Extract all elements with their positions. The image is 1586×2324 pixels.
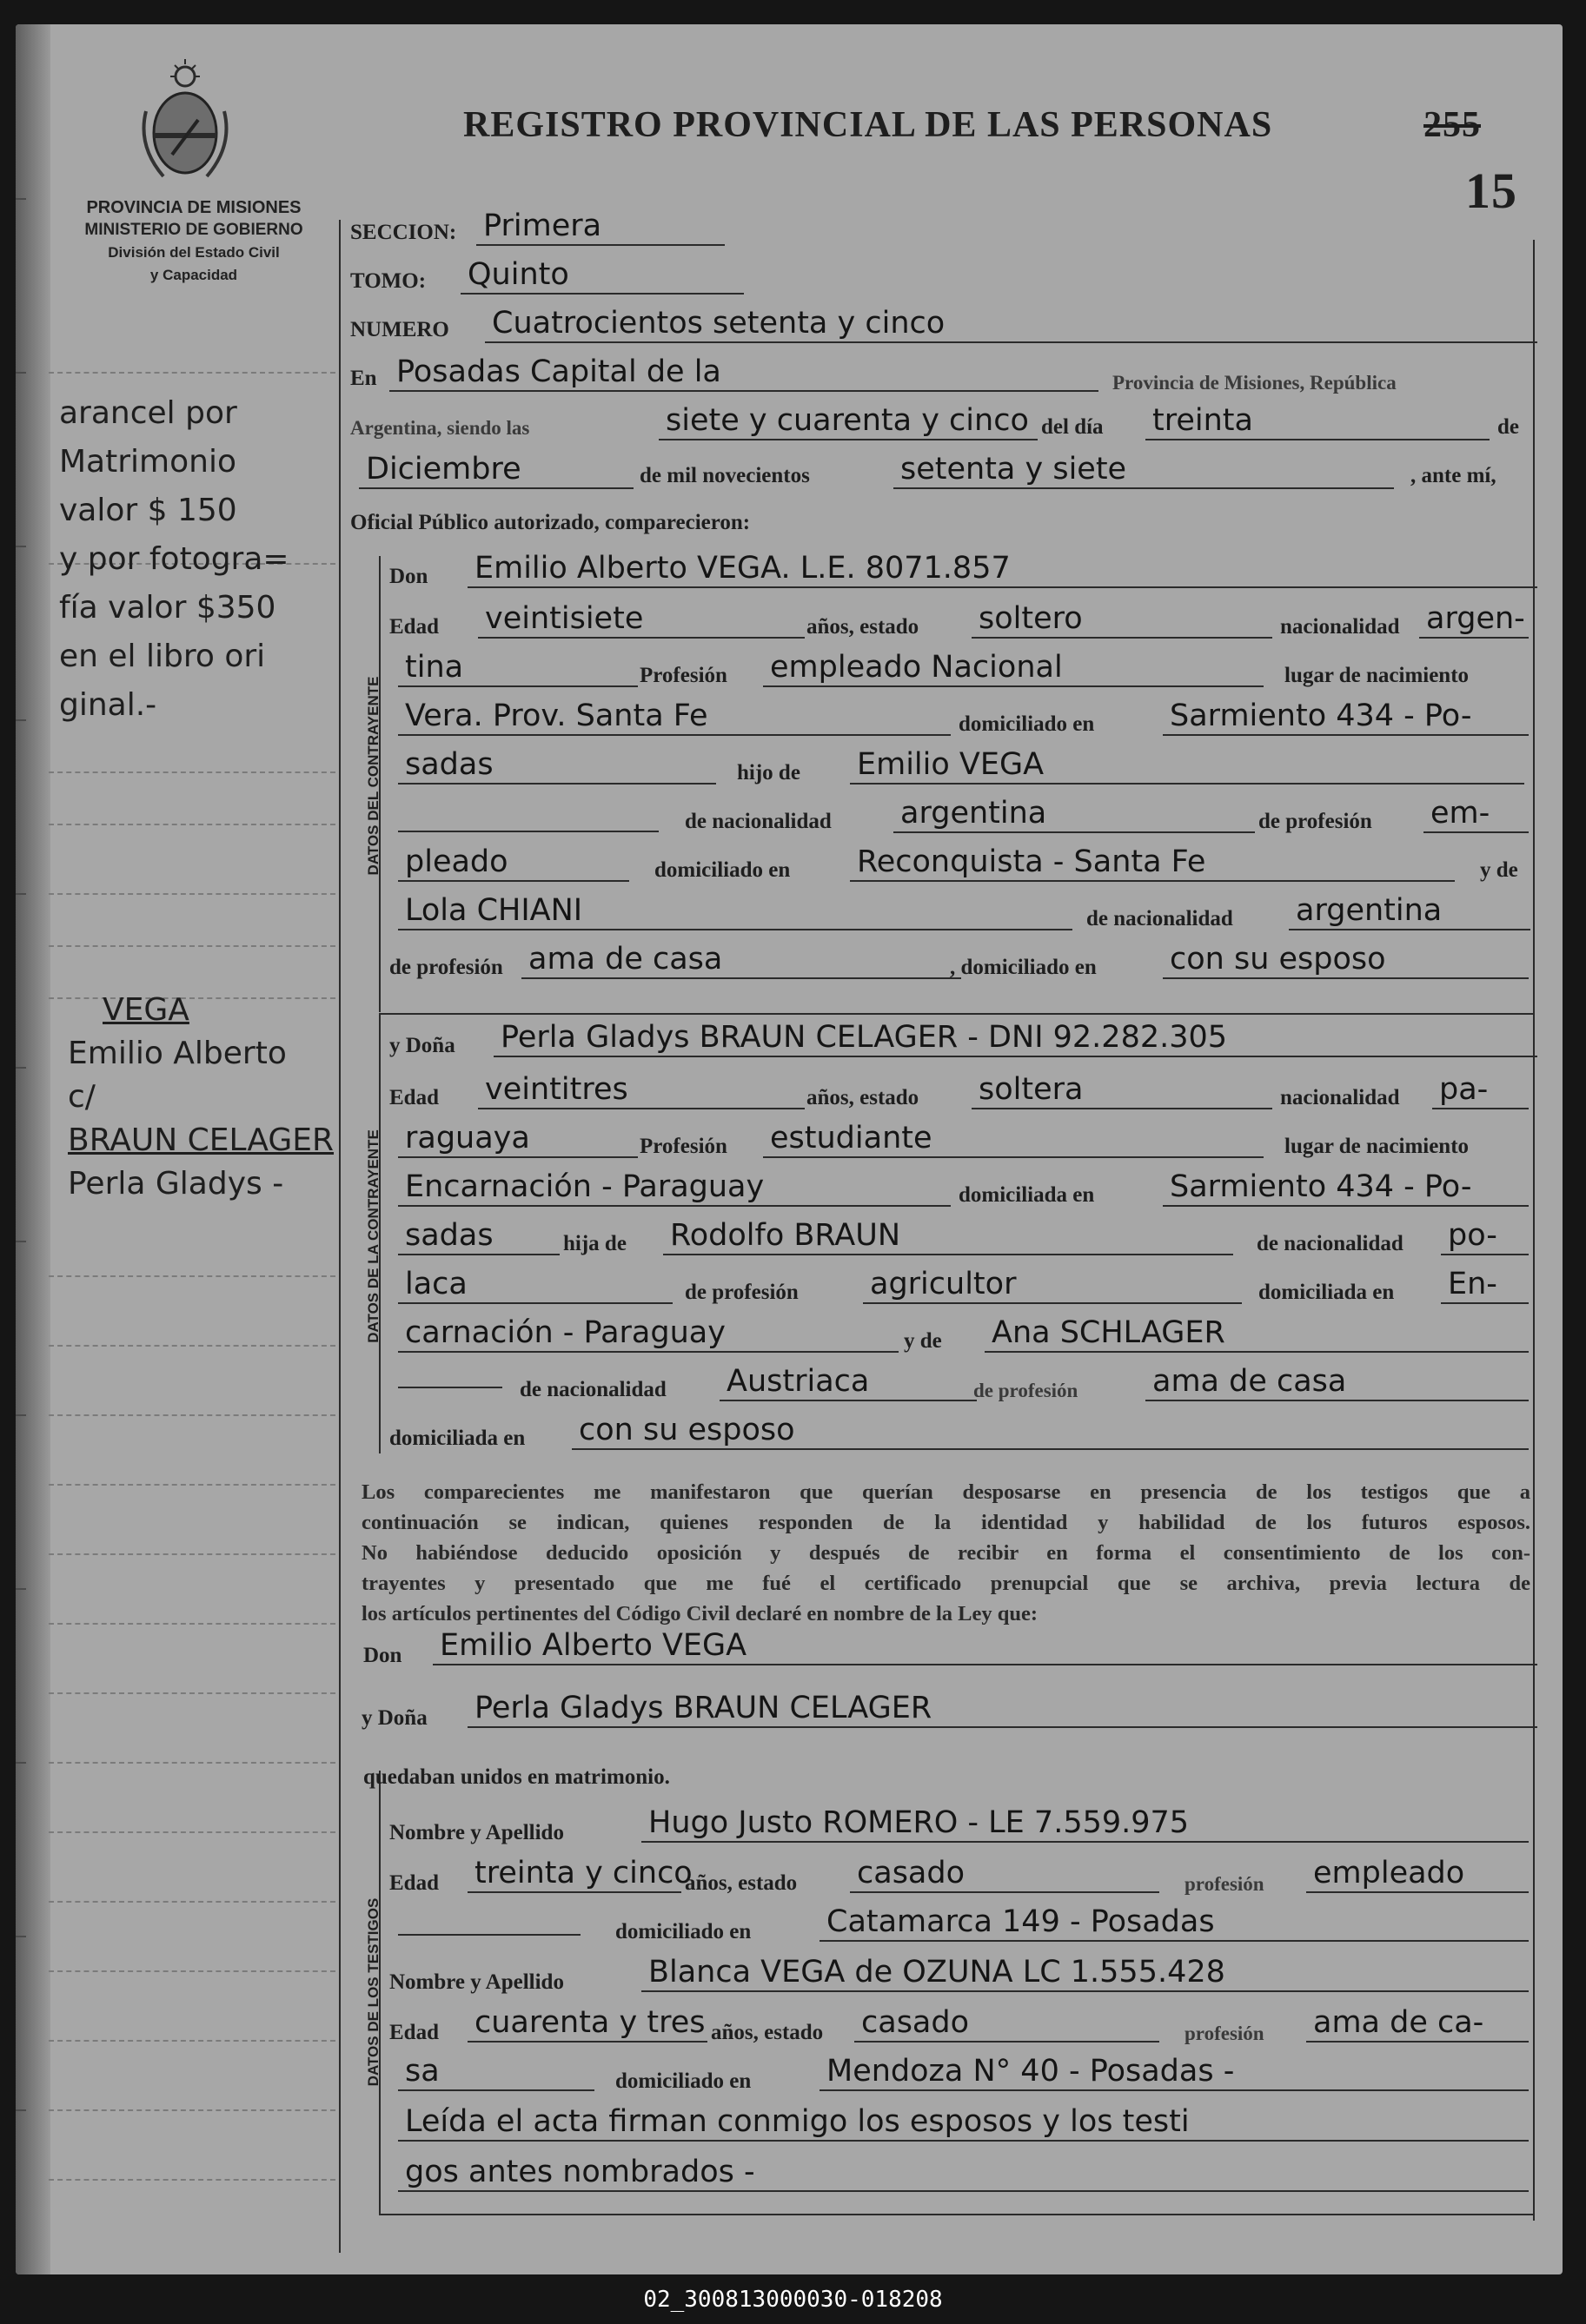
witness2-name: Blanca VEGA de OZUNA LC 1.555.428 (641, 1955, 1529, 1992)
edge-tick (16, 893, 26, 895)
bride-mother-nac-label: de nacionalidad (520, 1378, 667, 1401)
margin-rule (49, 1831, 335, 1833)
margin-rule (49, 2109, 335, 2111)
oficial-text: Oficial Público autorizado, comparecieron: (350, 511, 751, 534)
bride-domicilio-a: Sarmiento 434 - Po- (1163, 1169, 1529, 1207)
margin-rule (49, 893, 335, 895)
groom-nac-a: argen- (1419, 601, 1529, 639)
groom-father-nac-label: de nacionalidad (685, 810, 832, 833)
testigos-section-label: DATOS DE LOS TESTIGOS (365, 1897, 382, 2087)
margin-name-line: Perla Gladys - (68, 1166, 284, 1202)
margin-rule (49, 1692, 335, 1694)
right-border (1533, 240, 1535, 2221)
groom-y-de-label: y de (1480, 858, 1518, 882)
decl-dona-label: y Doña (362, 1706, 428, 1730)
margin-note-line: fía valor $350 (59, 590, 276, 626)
groom-mother-prof: ama de casa (521, 942, 961, 979)
groom-prof-label: Profesión (640, 664, 727, 687)
groom-dom-label: domiciliado en (959, 712, 1095, 736)
margin-name-line: Emilio Alberto (68, 1036, 287, 1071)
groom-profesion: empleado Nacional (763, 650, 1264, 687)
edge-tick (16, 1588, 26, 1590)
edge-tick (16, 1067, 26, 1069)
bride-mother-dom: con su esposo (572, 1413, 1529, 1450)
seccion-label: SECCION: (350, 221, 457, 244)
don-label: Don (389, 565, 428, 588)
bride-domicilio-b: sadas (398, 1218, 560, 1255)
groom-domicilio-b: sadas (398, 747, 716, 785)
witness1-estado: casado (850, 1856, 1159, 1893)
bride-nac-b: raguaya (398, 1121, 638, 1158)
edge-tick (16, 546, 26, 547)
margin-rule (49, 1762, 335, 1764)
margin-rule (49, 1275, 335, 1277)
margin-rule (49, 1553, 335, 1555)
witness2-estado: casado (854, 2005, 1159, 2043)
bride-father-dom-b: carnación - Paraguay (398, 1315, 899, 1353)
groom-father-dom-label: domiciliado en (654, 858, 791, 882)
t1-prof-label: profesión (1185, 1873, 1264, 1895)
margin-note-line: valor $ 150 (59, 493, 237, 528)
image-code: 02_300813000030-018208 (643, 2287, 943, 2313)
hora-value: siete y cuarenta y cinco (659, 403, 1038, 440)
groom-edad-label: Edad (389, 615, 439, 639)
margin-names-note (68, 989, 334, 1206)
bride-father-dom-label: domiciliada en (1258, 1281, 1395, 1304)
declaration-paragraph (362, 1477, 1530, 1629)
contrayenta-section-label: DATOS DE LA CONTRAYENTE (365, 1129, 382, 1343)
bride-y-de-label: y de (904, 1329, 942, 1353)
margin-rule (49, 1345, 335, 1347)
groom-father-nac: argentina (893, 796, 1255, 833)
bride-nac-a: pa- (1432, 1072, 1529, 1109)
bride-edad: veintitres (478, 1072, 805, 1109)
edge-tick (16, 198, 26, 200)
bride-prof-label: Profesión (640, 1135, 727, 1158)
bride-name: Perla Gladys BRAUN CELAGER - DNI 92.282.305 (494, 1020, 1537, 1057)
provincia-text: Provincia de Misiones, República (1112, 372, 1397, 394)
tomo-label: TOMO: (350, 269, 427, 293)
groom-lugar-label: lugar de nacimiento (1284, 664, 1470, 687)
de-label: de (1497, 415, 1519, 439)
margin-rule (49, 1484, 335, 1486)
blank-line (398, 1934, 581, 1936)
groom-mother-nac: argentina (1289, 893, 1530, 930)
margin-note-line: Matrimonio (59, 444, 236, 480)
margin-rule (49, 824, 335, 825)
witness1-dom: Catamarca 149 - Posadas (820, 1904, 1529, 1942)
t2-dom-label: domiciliado en (615, 2069, 752, 2093)
argentina-text: Argentina, siendo las (350, 417, 530, 439)
ministry-name: MINISTERIO DE GOBIERNO (84, 221, 303, 239)
declaration-line: trayentes y presentado que me fué el certificado prenupcial que se archiva, previa lectura de (362, 1572, 1530, 1595)
margin-name-line: VEGA (103, 992, 189, 1028)
groom-name: Emilio Alberto VEGA. L.E. 8071.857 (468, 551, 1537, 588)
margin-note-line: arancel por (59, 395, 237, 431)
decl-closing: quedaban unidos en matrimonio. (363, 1765, 670, 1789)
witness2-dom: Mendoza N° 40 - Posadas - (820, 2054, 1529, 2091)
bride-edad-label: Edad (389, 1086, 439, 1109)
groom-hijo-label: hijo de (737, 761, 800, 785)
de-mil-label: de mil novecientos (640, 464, 810, 487)
bride-mother: Ana SCHLAGER (985, 1315, 1529, 1353)
registry-title: REGISTRO PROVINCIAL DE LAS PERSONAS (463, 105, 1273, 145)
witness1-name: Hugo Justo ROMERO - LE 7.559.975 (641, 1805, 1529, 1843)
edge-tick (16, 1414, 26, 1416)
margin-rule (49, 945, 335, 947)
groom-nac-label: nacionalidad (1280, 615, 1400, 639)
bride-father-nac-a: po- (1441, 1218, 1529, 1255)
t2-anios-label: años, estado (711, 2021, 824, 2044)
closing-line-a: Leída el acta firman conmigo los esposos y los testi (398, 2104, 1529, 2142)
blank-line (398, 1387, 502, 1388)
groom-mother-dom-label: , domiciliado en (950, 956, 1097, 979)
declaration-line: los artículos pertinentes del Código Civil declaré en nombre de la Ley que: (362, 1602, 1039, 1625)
groom-father-prof-label: de profesión (1258, 810, 1372, 833)
margin-name-line: c/ (68, 1079, 96, 1115)
edge-tick (16, 1241, 26, 1242)
declaration-line: Los comparecientes me manifestaron que querían desposarse en presencia de los testigos que a (362, 1480, 1530, 1504)
edge-tick (16, 719, 26, 721)
witness2-prof-b: sa (398, 2054, 594, 2091)
bride-profesion: estudiante (763, 1121, 1264, 1158)
groom-mother: Lola CHIANI (398, 893, 1072, 930)
edge-tick (16, 1936, 26, 1937)
margin-note-line: y por fotogra= (59, 541, 289, 577)
margin-rule (49, 1414, 335, 1416)
margin-rule (49, 1901, 335, 1903)
bride-father-nac-b: laca (398, 1267, 673, 1304)
seccion-value: Primera (476, 209, 725, 246)
blank-line (398, 831, 659, 832)
decl-groom-name: Emilio Alberto VEGA (433, 1628, 1537, 1665)
margin-rule (49, 771, 335, 773)
blank-fill (398, 796, 673, 798)
bottom-rule (379, 2214, 1535, 2215)
division-subname: y Capacidad (149, 267, 238, 283)
bride-lugar-label: lugar de nacimiento (1284, 1135, 1470, 1158)
t1-anios-label: años, estado (685, 1871, 798, 1895)
ante-mi-text: , ante mí, (1410, 464, 1496, 487)
t2-prof-label: profesión (1185, 2023, 1264, 2044)
dia-value: treinta (1145, 403, 1490, 440)
margin-fee-note (59, 389, 289, 730)
division-name: División del Estado Civil (108, 244, 280, 261)
margin-note-line: ginal.- (59, 687, 157, 723)
en-label: En (350, 367, 377, 390)
bride-father-dom-a: En- (1441, 1267, 1529, 1304)
bride-father-prof-label: de profesión (685, 1281, 799, 1304)
t1-edad-label: Edad (389, 1871, 439, 1895)
groom-mother-prof-label: de profesión (389, 956, 503, 979)
bride-mother-dom-label: domiciliada en (389, 1427, 526, 1450)
edge-tick (16, 2109, 26, 2111)
closing-line-b: gos antes nombrados - (398, 2155, 1529, 2192)
groom-father-prof-a: em- (1423, 796, 1529, 833)
bride-father-nac-label: de nacionalidad (1257, 1232, 1404, 1255)
t2-nombre-label: Nombre y Apellido (389, 1970, 564, 1994)
witness2-prof-a: ama de ca- (1306, 2005, 1529, 2043)
t1-dom-label: domiciliado en (615, 1920, 752, 1943)
province-name: PROVINCIA DE MISIONES (86, 198, 302, 217)
bride-nac-label: nacionalidad (1280, 1086, 1400, 1109)
groom-father: Emilio VEGA (850, 747, 1524, 785)
edge-tick (16, 1762, 26, 1764)
dona-label: y Doña (389, 1034, 455, 1057)
bride-father: Rodolfo BRAUN (663, 1218, 1233, 1255)
decl-don-label: Don (363, 1644, 402, 1667)
margin-rule (49, 1623, 335, 1625)
bride-mother-prof: ama de casa (1145, 1364, 1529, 1401)
page-number-struck: 255 (1423, 105, 1481, 145)
margin-note-line: en el libro ori (59, 639, 266, 674)
section-divider (379, 1013, 1535, 1015)
numero-value: Cuatrocientos setenta y cinco (485, 306, 1537, 343)
t2-edad-label: Edad (389, 2021, 439, 2044)
groom-mother-nac-label: de nacionalidad (1086, 907, 1233, 930)
declaration-line: continuación se indican, quienes responden de la identidad y habilidad de los futuros esposos. (362, 1511, 1530, 1534)
groom-father-prof-b: pleado (398, 844, 629, 882)
edge-tick (16, 372, 26, 374)
page-number: 15 (1465, 162, 1517, 219)
bride-anios-label: años, estado (806, 1086, 919, 1109)
numero-label: NUMERO (350, 318, 449, 341)
tomo-value: Quinto (461, 257, 744, 295)
margin-rule (49, 1970, 335, 1972)
margin-rule (49, 2179, 335, 2181)
registry-page (16, 24, 1563, 2274)
witness1-prof: empleado (1306, 1856, 1529, 1893)
groom-father-dom: Reconquista - Santa Fe (850, 844, 1455, 882)
declaration-line: No habiéndose deducido oposición y después de recibir en forma el consentimiento de los con- (362, 1541, 1530, 1565)
coat-of-arms-icon (137, 59, 233, 185)
groom-domicilio-a: Sarmiento 434 - Po- (1163, 699, 1529, 736)
witness1-edad: treinta y cinco (468, 1856, 681, 1893)
en-value: Posadas Capital de la (389, 354, 1098, 392)
del-dia-label: del día (1041, 415, 1104, 439)
margin-separator (339, 220, 341, 2253)
anio-value: setenta y siete (893, 452, 1394, 489)
groom-estado: soltero (972, 601, 1272, 639)
margin-rule (49, 372, 335, 374)
groom-nac-b: tina (398, 650, 638, 687)
mes-value: Diciembre (359, 452, 634, 489)
bride-father-prof: agricultor (863, 1267, 1242, 1304)
contrayente-section-label: DATOS DEL CONTRAYENTE (365, 676, 382, 876)
bride-lugar: Encarnación - Paraguay (398, 1169, 951, 1207)
bride-mother-nac: Austriaca (720, 1364, 977, 1401)
groom-edad: veintisiete (478, 601, 805, 639)
margin-name-line: BRAUN CELAGER (68, 1122, 335, 1158)
groom-anios-label: años, estado (806, 615, 919, 639)
bride-hija-label: hija de (563, 1232, 627, 1255)
bride-estado: soltera (972, 1072, 1272, 1109)
bride-dom-label: domiciliada en (959, 1183, 1095, 1207)
t1-nombre-label: Nombre y Apellido (389, 1821, 564, 1844)
margin-rule (49, 2040, 335, 2042)
decl-bride-name: Perla Gladys BRAUN CELAGER (468, 1691, 1537, 1728)
groom-mother-dom: con su esposo (1163, 942, 1529, 979)
groom-lugar: Vera. Prov. Santa Fe (398, 699, 951, 736)
witness2-edad: cuarenta y tres (468, 2005, 707, 2043)
bride-mother-prof-label: de profesión (973, 1380, 1078, 1401)
